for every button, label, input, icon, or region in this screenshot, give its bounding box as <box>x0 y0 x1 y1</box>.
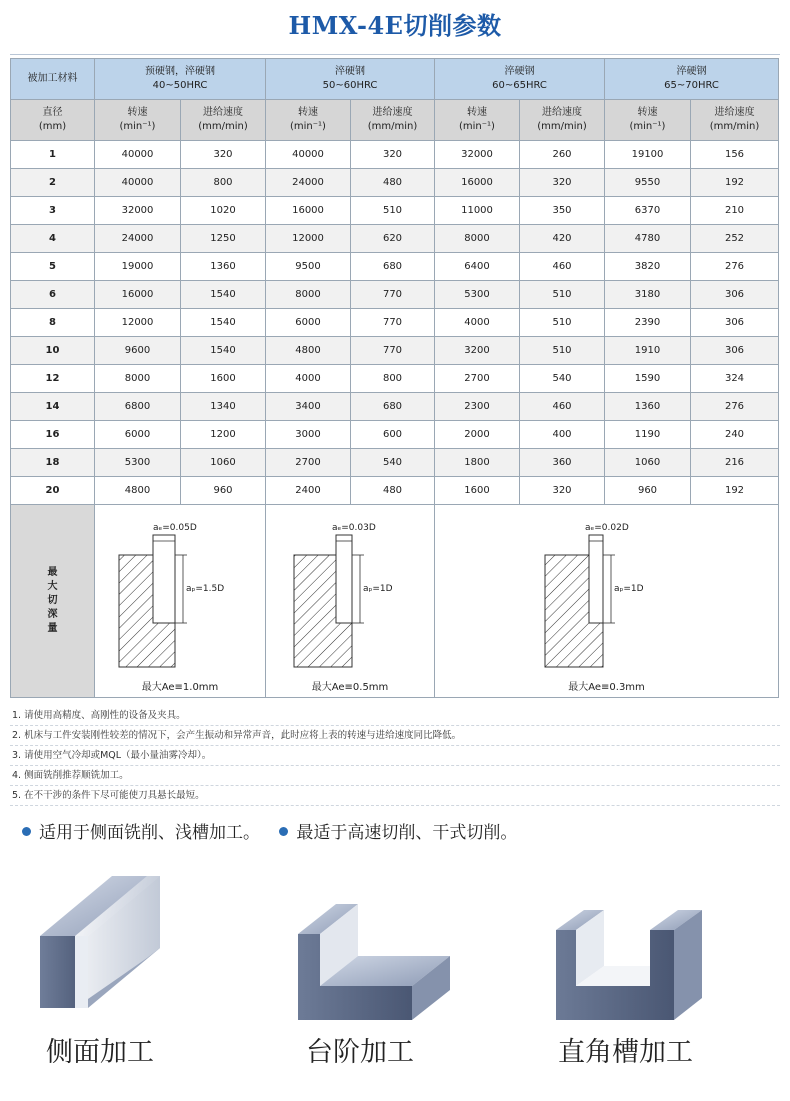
table-cell: 770 <box>351 281 435 309</box>
table-cell: 156 <box>691 141 779 169</box>
depth-diagram-cell <box>95 505 266 698</box>
table-cell: 480 <box>351 477 435 505</box>
table-cell: 3180 <box>605 281 691 309</box>
table-row <box>11 197 779 225</box>
material-name: 淬硬钢 <box>676 66 707 77</box>
table-row <box>11 141 779 169</box>
table-cell: 16000 <box>95 281 181 309</box>
table-cell: 260 <box>520 141 605 169</box>
table-cell: 1360 <box>605 393 691 421</box>
ae-value: aₑ=0.03D <box>332 523 376 533</box>
feature-text: 最适于高速切削、干式切削。 <box>296 823 518 843</box>
cutter-outline <box>336 535 352 623</box>
note-item: 5. 在不干涉的条件下尽可能使刀具悬长最短。 <box>10 786 780 806</box>
table-cell: 360 <box>520 449 605 477</box>
table-cell: 40000 <box>266 141 351 169</box>
diameter-cell: 2 <box>11 169 95 197</box>
table-cell: 1060 <box>605 449 691 477</box>
table-cell: 3820 <box>605 253 691 281</box>
diameter-cell: 8 <box>11 309 95 337</box>
table-cell: 350 <box>520 197 605 225</box>
table-cell: 540 <box>520 365 605 393</box>
table-cell: 800 <box>351 365 435 393</box>
title-divider <box>10 54 780 55</box>
table-cell: 2390 <box>605 309 691 337</box>
table-cell: 4000 <box>266 365 351 393</box>
table-cell: 320 <box>351 141 435 169</box>
material-hardness: 60~65HRC <box>492 80 547 91</box>
cutter-outline <box>153 535 175 623</box>
table-cell: 1540 <box>181 309 266 337</box>
material-header-row <box>11 59 779 100</box>
process-label: 台阶加工 <box>306 1037 414 1068</box>
table-cell: 276 <box>691 393 779 421</box>
table-cell: 1190 <box>605 421 691 449</box>
table-cell: 276 <box>691 253 779 281</box>
unit-header-row <box>11 100 779 141</box>
max-depth-label-cell <box>11 505 95 698</box>
cutting-parameters-table <box>10 58 779 698</box>
table-cell: 1340 <box>181 393 266 421</box>
step-machining-figure <box>280 870 480 1101</box>
table-row <box>11 449 779 477</box>
table-cell: 1360 <box>181 253 266 281</box>
table-cell: 510 <box>520 337 605 365</box>
table-cell: 16000 <box>266 197 351 225</box>
table-cell: 19100 <box>605 141 691 169</box>
material-header <box>605 59 779 100</box>
table-row <box>11 281 779 309</box>
table-row <box>11 477 779 505</box>
material-header <box>266 59 435 100</box>
diameter-cell: 6 <box>11 281 95 309</box>
table-cell: 5300 <box>435 281 520 309</box>
feed-label: 进给速度 <box>203 107 243 118</box>
table-cell: 320 <box>181 141 266 169</box>
note-item: 2. 机床与工件安装刚性较差的情况下，会产生振动和异常声音，此时应将上表的转速与进给速度同比降低。 <box>10 726 780 746</box>
table-cell: 1800 <box>435 449 520 477</box>
table-cell: 400 <box>520 421 605 449</box>
feed-unit: (mm/min) <box>537 121 587 132</box>
diameter-cell: 3 <box>11 197 95 225</box>
material-label: 被加工材料 <box>11 59 95 100</box>
diameter-cell: 5 <box>11 253 95 281</box>
table-row <box>11 225 779 253</box>
table-cell: 252 <box>691 225 779 253</box>
material-name: 预硬钢，淬硬钢 <box>145 66 215 77</box>
feed-header <box>351 100 435 141</box>
speed-unit: (min⁻¹) <box>290 121 326 132</box>
feed-unit: (mm/min) <box>367 121 418 132</box>
depth-diagram <box>95 505 265 697</box>
table-cell: 210 <box>691 197 779 225</box>
table-cell: 11000 <box>435 197 520 225</box>
table-cell: 1200 <box>181 421 266 449</box>
note-item: 3. 请使用空气冷却或MQL（最小量油雾冷却）。 <box>10 746 780 766</box>
material-hardness: 50~60HRC <box>322 80 378 91</box>
step-machining-block <box>280 870 480 1030</box>
feed-label: 进给速度 <box>542 107 582 118</box>
table-cell: 19000 <box>95 253 181 281</box>
table-cell: 5300 <box>95 449 181 477</box>
ae-value: aₑ=0.02D <box>585 523 629 533</box>
table-cell: 1540 <box>181 281 266 309</box>
bullet-dot-icon <box>279 827 288 836</box>
diameter-cell: 10 <box>11 337 95 365</box>
slot-machining-block <box>540 870 760 1030</box>
table-row <box>11 365 779 393</box>
page-title: HMX-4E切削参数 <box>288 11 502 40</box>
speed-header <box>435 100 520 141</box>
ap-value: aₚ=1D <box>614 584 644 594</box>
process-label: 直角槽加工 <box>558 1037 693 1068</box>
side-machining-figure <box>20 870 220 1101</box>
speed-label: 转速 <box>127 107 148 118</box>
table-cell: 32000 <box>435 141 520 169</box>
table-cell: 4000 <box>435 309 520 337</box>
table-cell: 12000 <box>95 309 181 337</box>
ap-value: aₚ=1D <box>363 584 393 594</box>
material-header <box>95 59 266 100</box>
table-cell: 540 <box>351 449 435 477</box>
cut-depth-drawing <box>435 505 775 697</box>
table-cell: 1910 <box>605 337 691 365</box>
table-cell: 420 <box>520 225 605 253</box>
diameter-unit: (mm) <box>38 121 67 132</box>
side-machining-block <box>20 870 220 1030</box>
table-cell: 1590 <box>605 365 691 393</box>
table-cell: 770 <box>351 337 435 365</box>
max-depth-row <box>11 505 779 698</box>
cut-depth-drawing <box>95 505 265 697</box>
table-row <box>11 169 779 197</box>
feed-label: 进给速度 <box>372 107 413 118</box>
table-cell: 1250 <box>181 225 266 253</box>
table-cell: 192 <box>691 477 779 505</box>
material-name: 淬硬钢 <box>504 66 535 77</box>
table-cell: 24000 <box>266 169 351 197</box>
table-cell: 2400 <box>266 477 351 505</box>
table-cell: 4780 <box>605 225 691 253</box>
table-cell: 324 <box>691 365 779 393</box>
material-header <box>435 59 605 100</box>
speed-header <box>605 100 691 141</box>
note-item: 1. 请使用高精度、高刚性的设备及夹具。 <box>10 706 780 726</box>
table-cell: 306 <box>691 309 779 337</box>
process-label: 侧面加工 <box>46 1037 154 1068</box>
table-cell: 3000 <box>266 421 351 449</box>
feed-header <box>520 100 605 141</box>
table-cell: 3400 <box>266 393 351 421</box>
table-cell: 680 <box>351 253 435 281</box>
table-cell: 240 <box>691 421 779 449</box>
table-cell: 40000 <box>95 169 181 197</box>
table-cell: 12000 <box>266 225 351 253</box>
diameter-cell: 12 <box>11 365 95 393</box>
feature-bullet <box>279 818 517 843</box>
table-cell: 8000 <box>266 281 351 309</box>
feed-header <box>691 100 779 141</box>
speed-unit: (min⁻¹) <box>459 121 495 132</box>
table-cell: 8000 <box>95 365 181 393</box>
table-cell: 3200 <box>435 337 520 365</box>
feature-text: 适用于侧面铣削、浅槽加工。 <box>39 823 260 843</box>
table-cell: 16000 <box>435 169 520 197</box>
cut-depth-drawing <box>266 505 434 697</box>
diameter-cell: 20 <box>11 477 95 505</box>
table-cell: 2700 <box>266 449 351 477</box>
depth-diagram-cell <box>435 505 779 698</box>
diameter-cell: 4 <box>11 225 95 253</box>
table-cell: 320 <box>520 477 605 505</box>
bullet-dot-icon <box>22 827 31 836</box>
ae-value: aₑ=0.05D <box>153 523 197 533</box>
diameter-cell: 18 <box>11 449 95 477</box>
table-row <box>11 421 779 449</box>
max-ae-caption: 最大Ae≡0.5mm <box>311 682 389 693</box>
table-cell: 2700 <box>435 365 520 393</box>
speed-header <box>266 100 351 141</box>
table-cell: 306 <box>691 337 779 365</box>
table-cell: 620 <box>351 225 435 253</box>
table-cell: 960 <box>605 477 691 505</box>
max-depth-label: 最大切深量 <box>47 567 58 634</box>
feature-bullets <box>22 818 531 843</box>
table-cell: 800 <box>181 169 266 197</box>
speed-unit: (min⁻¹) <box>119 121 156 132</box>
table-cell: 4800 <box>95 477 181 505</box>
table-cell: 9500 <box>266 253 351 281</box>
diameter-cell: 16 <box>11 421 95 449</box>
max-ae-caption: 最大Ae≡1.0mm <box>141 682 219 693</box>
table-row <box>11 337 779 365</box>
table-cell: 4800 <box>266 337 351 365</box>
note-item: 4. 侧面铣削推荐顺铣加工。 <box>10 766 780 786</box>
table-row <box>11 393 779 421</box>
depth-diagram <box>435 505 778 697</box>
table-cell: 6000 <box>266 309 351 337</box>
table-cell: 1600 <box>181 365 266 393</box>
notes-list <box>10 706 780 806</box>
table-cell: 460 <box>520 393 605 421</box>
table-cell: 680 <box>351 393 435 421</box>
table-cell: 510 <box>520 281 605 309</box>
diameter-cell: 14 <box>11 393 95 421</box>
table-cell: 6400 <box>435 253 520 281</box>
table-cell: 770 <box>351 309 435 337</box>
cutter-outline <box>589 535 603 623</box>
table-cell: 6000 <box>95 421 181 449</box>
feed-label: 进给速度 <box>714 107 755 118</box>
table-cell: 306 <box>691 281 779 309</box>
speed-label: 转速 <box>637 107 658 118</box>
feature-bullet <box>22 818 260 843</box>
table-cell: 1600 <box>435 477 520 505</box>
table-cell: 9550 <box>605 169 691 197</box>
speed-label: 转速 <box>298 107 318 118</box>
diameter-cell: 1 <box>11 141 95 169</box>
depth-diagram-cell <box>266 505 435 698</box>
speed-unit: (min⁻¹) <box>629 121 666 132</box>
depth-diagram <box>266 505 434 697</box>
table-row <box>11 309 779 337</box>
material-hardness: 40~50HRC <box>152 80 208 91</box>
table-cell: 480 <box>351 169 435 197</box>
table-cell: 1540 <box>181 337 266 365</box>
feed-unit: (mm/min) <box>198 121 248 132</box>
table-cell: 216 <box>691 449 779 477</box>
table-cell: 2300 <box>435 393 520 421</box>
table-cell: 510 <box>351 197 435 225</box>
table-cell: 6370 <box>605 197 691 225</box>
table-cell: 600 <box>351 421 435 449</box>
material-name: 淬硬钢 <box>335 66 365 77</box>
table-cell: 9600 <box>95 337 181 365</box>
slot-machining-figure <box>540 870 760 1101</box>
table-cell: 40000 <box>95 141 181 169</box>
table-cell: 320 <box>520 169 605 197</box>
diameter-header <box>11 100 95 141</box>
table-cell: 24000 <box>95 225 181 253</box>
table-cell: 8000 <box>435 225 520 253</box>
material-hardness: 65~70HRC <box>664 80 719 91</box>
table-cell: 2000 <box>435 421 520 449</box>
max-ae-caption: 最大Ae≡0.3mm <box>568 682 645 693</box>
table-cell: 6800 <box>95 393 181 421</box>
table-cell: 1060 <box>181 449 266 477</box>
table-row <box>11 253 779 281</box>
table-cell: 1020 <box>181 197 266 225</box>
feed-unit: (mm/min) <box>709 121 760 132</box>
ap-value: aₚ=1.5D <box>186 584 225 594</box>
table-cell: 510 <box>520 309 605 337</box>
table-cell: 192 <box>691 169 779 197</box>
table-cell: 960 <box>181 477 266 505</box>
speed-header <box>95 100 181 141</box>
table-cell: 460 <box>520 253 605 281</box>
diameter-label: 直径 <box>42 107 63 118</box>
table-cell: 32000 <box>95 197 181 225</box>
feed-header <box>181 100 266 141</box>
speed-label: 转速 <box>467 107 487 118</box>
